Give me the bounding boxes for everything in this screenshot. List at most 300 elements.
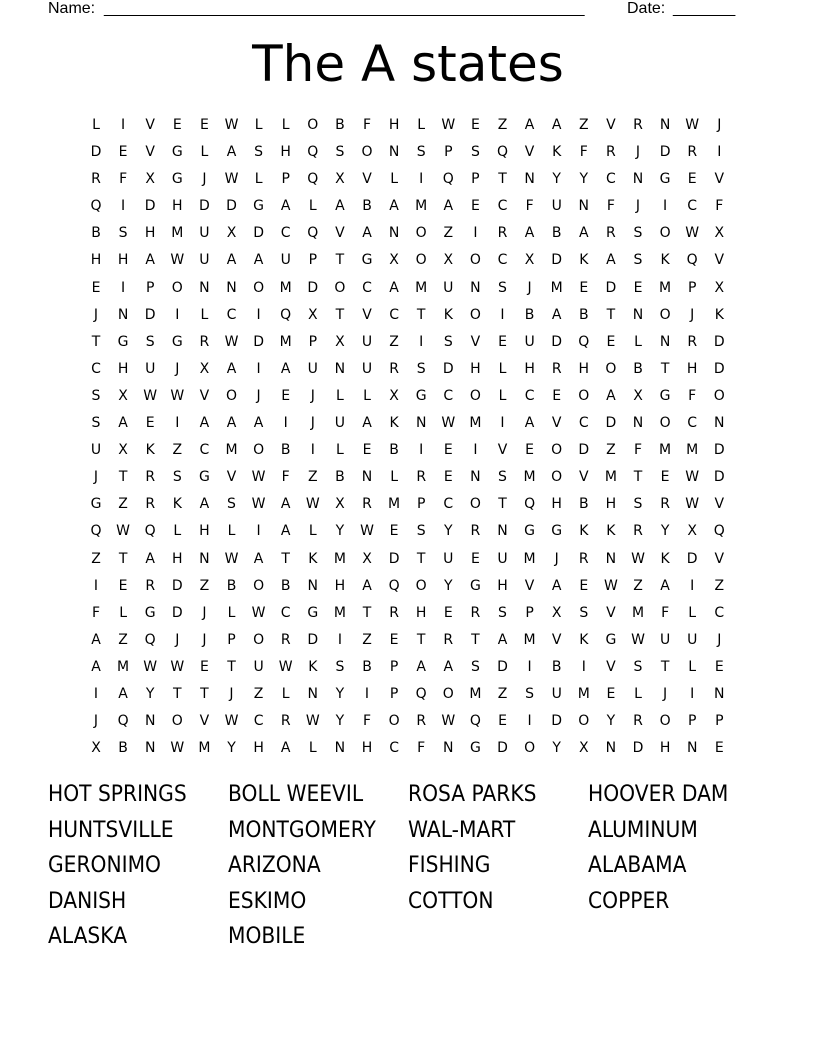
grid-letter: R <box>633 117 643 133</box>
grid-letter: N <box>361 469 373 486</box>
grid-letter: D <box>497 658 508 675</box>
grid-letter: A <box>226 252 237 269</box>
grid-letter: J <box>256 387 261 404</box>
grid-letter: O <box>469 252 481 269</box>
grid-letter: A <box>199 415 210 432</box>
grid-letter: Z <box>606 442 616 459</box>
grid-letter: F <box>688 387 697 404</box>
word-bank-item: HOT SPRINGS <box>48 782 187 807</box>
grid-letter: H <box>199 523 210 540</box>
grid-letter: M <box>469 415 482 432</box>
grid-letter: J <box>717 117 722 133</box>
grid-letter: V <box>524 144 535 161</box>
grid-row <box>82 437 742 464</box>
grid-letter: D <box>605 279 617 296</box>
grid-letter: Y <box>579 171 589 188</box>
grid-letter: U <box>687 631 698 648</box>
grid-letter: R <box>145 496 156 513</box>
grid-letter: N <box>117 306 129 323</box>
grid-letter: A <box>362 577 372 594</box>
grid-letter: L <box>335 387 344 404</box>
grid-letter: L <box>254 117 263 133</box>
grid-letter: H <box>524 360 535 377</box>
grid-letter: Z <box>497 117 508 133</box>
grid-letter: B <box>524 306 535 323</box>
grid-letter: J <box>175 360 180 377</box>
grid-letter: C <box>389 740 399 757</box>
grid-letter: N <box>226 279 237 296</box>
grid-letter: W <box>170 387 185 404</box>
grid-letter: O <box>659 415 671 432</box>
grid-letter: X <box>308 306 318 323</box>
grid-letter: V <box>579 469 589 486</box>
grid-letter: A <box>280 740 291 757</box>
grid-letter: H <box>117 360 129 377</box>
grid-letter: E <box>362 442 372 459</box>
grid-letter: W <box>441 415 456 432</box>
grid-letter: M <box>333 604 346 621</box>
grid-letter: O <box>415 252 427 269</box>
grid-letter: Z <box>362 631 372 648</box>
grid-letter: Z <box>497 685 508 702</box>
grid-letter: I <box>473 442 478 459</box>
grid-letter: Z <box>443 225 454 242</box>
grid-letter: Y <box>444 577 453 594</box>
grid-letter: E <box>606 685 616 702</box>
grid-letter: H <box>470 360 481 377</box>
grid-letter: L <box>200 144 209 161</box>
grid-letter: M <box>171 225 184 242</box>
grid-letter: R <box>145 469 156 486</box>
grid-letter: H <box>144 225 156 242</box>
grid-letter: F <box>661 604 670 621</box>
grid-letter: S <box>498 604 507 621</box>
grid-letter: Q <box>144 523 156 540</box>
grid-letter: O <box>307 117 319 133</box>
grid-letter: R <box>389 604 399 621</box>
grid-letter: M <box>333 550 346 567</box>
grid-letter: Y <box>335 685 345 702</box>
grid-letter: E <box>660 469 670 486</box>
grid-letter: O <box>524 740 536 757</box>
grid-letter: J <box>93 306 99 323</box>
grid-letter: E <box>91 279 101 296</box>
grid-letter: I <box>121 198 126 215</box>
grid-letter: W <box>278 658 293 675</box>
grid-letter: E <box>470 117 480 133</box>
grid-letter: L <box>390 469 398 486</box>
grid-letter: L <box>227 604 236 621</box>
grid-letter: X <box>524 252 535 269</box>
grid-letter: S <box>443 333 453 350</box>
grid-letter: I <box>419 442 424 459</box>
grid-letter: V <box>335 225 345 242</box>
grid-letter: D <box>199 198 210 215</box>
grid-letter: F <box>281 469 290 486</box>
grid-letter: I <box>310 442 315 459</box>
grid-letter: S <box>227 496 236 513</box>
grid-letter: Y <box>552 740 561 757</box>
grid-letter: O <box>551 469 563 486</box>
grid-letter: I <box>337 631 342 648</box>
grid-letter: A <box>362 225 372 242</box>
grid-row <box>82 275 742 302</box>
grid-letter: A <box>551 306 562 323</box>
grid-letter: V <box>606 117 616 133</box>
name-blank-line: ______________________________________________________ <box>104 0 585 17</box>
grid-letter: E <box>498 333 507 350</box>
grid-letter: I <box>690 577 695 594</box>
grid-letter: N <box>470 279 481 296</box>
grid-letter: T <box>281 550 290 567</box>
grid-letter: B <box>362 198 372 215</box>
grid-letter: V <box>497 442 508 459</box>
grid-letter: R <box>362 496 372 513</box>
grid-letter: O <box>253 577 265 594</box>
grid-letter: K <box>552 144 562 161</box>
grid-letter: Q <box>713 523 725 540</box>
grid-letter: S <box>335 144 345 161</box>
grid-letter: Z <box>199 577 210 594</box>
grid-letter: T <box>660 360 670 377</box>
grid-letter: X <box>687 523 697 540</box>
grid-row <box>82 139 742 166</box>
grid-letter: G <box>171 171 183 188</box>
grid-letter: E <box>199 658 209 675</box>
grid-letter: G <box>361 252 373 269</box>
grid-letter: S <box>118 225 128 242</box>
grid-letter: W <box>224 333 239 350</box>
word-bank-item: ALUMINUM <box>588 817 698 843</box>
grid-letter: X <box>633 387 643 404</box>
grid-letter: C <box>443 496 454 513</box>
word-bank-item: ROSA PARKS <box>408 782 537 807</box>
grid-letter: O <box>659 225 671 242</box>
grid-letter: D <box>307 631 319 648</box>
grid-letter: H <box>253 740 264 757</box>
grid-letter: X <box>389 252 399 269</box>
grid-letter: I <box>717 144 722 161</box>
grid-letter: W <box>224 171 239 188</box>
grid-letter: K <box>606 523 616 540</box>
grid-letter: A <box>524 225 535 242</box>
grid-letter: A <box>606 252 616 269</box>
grid-letter: J <box>93 713 99 730</box>
grid-letter: L <box>634 333 642 350</box>
grid-letter: M <box>198 740 211 757</box>
grid-letter: W <box>685 496 700 513</box>
grid-letter: A <box>118 415 128 432</box>
grid-letter: V <box>226 469 237 486</box>
grid-letter: T <box>498 171 507 188</box>
grid-letter: L <box>688 658 697 675</box>
grid-letter: T <box>416 550 426 567</box>
word-bank-item: COPPER <box>588 888 670 914</box>
grid-letter: Z <box>714 577 725 594</box>
grid-letter: N <box>443 740 454 757</box>
grid-letter: Q <box>90 523 102 540</box>
grid-letter: U <box>551 198 562 215</box>
grid-letter: N <box>334 740 346 757</box>
grid-letter: S <box>633 252 643 269</box>
grid-letter: A <box>551 117 562 133</box>
grid-letter: W <box>224 117 239 133</box>
grid-letter: A <box>145 550 155 567</box>
grid-letter: V <box>714 171 725 188</box>
grid-letter: E <box>714 658 724 675</box>
grid-letter: F <box>362 117 372 133</box>
grid-letter: G <box>171 144 183 161</box>
grid-letter: N <box>199 279 210 296</box>
grid-letter: A <box>443 198 454 215</box>
grid-letter: O <box>551 442 563 459</box>
grid-letter: S <box>633 225 643 242</box>
grid-letter: Z <box>633 577 643 594</box>
grid-letter: N <box>388 144 400 161</box>
grid-letter: U <box>659 631 671 648</box>
grid-letter: M <box>279 333 292 350</box>
grid-letter: B <box>91 225 101 242</box>
word-bank-item: ALABAMA <box>588 853 687 878</box>
grid-letter: P <box>281 171 290 188</box>
grid-letter: B <box>335 117 345 133</box>
grid-letter: Q <box>388 577 400 594</box>
grid-letter: K <box>714 306 724 323</box>
grid-letter: W <box>170 658 185 675</box>
grid-letter: A <box>199 496 210 513</box>
grid-letter: C <box>524 387 535 404</box>
grid-letter: C <box>497 198 508 215</box>
grid-letter: U <box>443 550 454 567</box>
grid-letter: R <box>660 496 670 513</box>
grid-letter: J <box>202 604 207 621</box>
grid-letter: H <box>686 360 698 377</box>
grid-letter: K <box>308 658 318 675</box>
grid-letter: O <box>225 387 238 404</box>
grid-letter: B <box>551 225 562 242</box>
grid-letter: B <box>578 496 589 513</box>
grid-letter: E <box>443 469 453 486</box>
grid-letter: B <box>335 469 345 486</box>
grid-letter: I <box>364 685 370 702</box>
grid-letter: X <box>579 740 589 757</box>
grid-letter: F <box>606 198 615 215</box>
grid-letter: P <box>145 279 155 296</box>
grid-letter: I <box>663 198 668 215</box>
grid-letter: M <box>225 442 238 459</box>
grid-letter: G <box>171 333 183 350</box>
grid-letter: T <box>200 685 209 702</box>
grid-letter: J <box>690 306 695 323</box>
grid-letter: Q <box>280 306 292 323</box>
grid-letter: O <box>388 713 400 730</box>
grid-letter: U <box>307 360 318 377</box>
grid-letter: B <box>226 577 237 594</box>
grid-letter: O <box>415 577 427 594</box>
grid-letter: U <box>90 442 102 459</box>
grid-letter: D <box>253 333 264 350</box>
word-search-grid <box>82 112 742 762</box>
grid-letter: O <box>469 387 481 404</box>
grid-letter: V <box>606 658 616 675</box>
grid-letter: A <box>551 577 562 594</box>
grid-letter: H <box>578 360 590 377</box>
grid-letter: D <box>90 144 102 161</box>
grid-letter: P <box>687 279 697 296</box>
grid-letter: N <box>632 415 644 432</box>
grid-letter: R <box>606 225 616 242</box>
grid-letter: W <box>170 740 185 757</box>
grid-letter: X <box>389 387 399 404</box>
grid-letter: D <box>144 306 156 323</box>
grid-letter: G <box>551 523 563 540</box>
grid-letter: W <box>251 604 266 621</box>
grid-letter: X <box>551 604 562 621</box>
grid-letter: X <box>335 496 345 513</box>
grid-letter: S <box>145 333 155 350</box>
grid-letter: Z <box>253 685 264 702</box>
grid-letter: R <box>145 577 156 594</box>
grid-letter: M <box>279 279 292 296</box>
grid-letter: T <box>173 685 182 702</box>
grid-letter: W <box>305 713 320 730</box>
word-bank-item: ARIZONA <box>228 853 321 878</box>
grid-letter: G <box>117 333 129 350</box>
grid-letter: Y <box>660 523 670 540</box>
grid-letter: I <box>419 333 424 350</box>
grid-letter: R <box>606 144 616 161</box>
grid-letter: G <box>144 604 156 621</box>
grid-letter: R <box>389 360 399 377</box>
grid-letter: W <box>631 550 645 567</box>
grid-letter: D <box>713 442 725 459</box>
grid-letter: I <box>93 685 99 702</box>
date-label: Date: <box>627 0 666 17</box>
grid-letter: I <box>256 306 261 323</box>
grid-letter: B <box>389 442 399 459</box>
grid-letter: B <box>280 577 291 594</box>
grid-letter: T <box>416 306 426 323</box>
grid-letter: D <box>307 279 319 296</box>
grid-letter: O <box>361 144 373 161</box>
grid-letter: R <box>687 144 698 161</box>
grid-letter: H <box>361 740 373 757</box>
grid-letter: A <box>524 415 535 432</box>
grid-letter: L <box>254 171 263 188</box>
grid-letter: X <box>226 225 237 242</box>
grid-letter: W <box>685 469 700 486</box>
grid-row <box>82 573 742 600</box>
grid-letter: A <box>443 658 454 675</box>
grid-letter: C <box>497 252 508 269</box>
grid-letter: I <box>93 577 99 594</box>
grid-letter: U <box>334 415 346 432</box>
grid-letter: H <box>172 198 183 215</box>
word-bank-item: WAL-MART <box>408 817 516 843</box>
word-bank-item: GERONIMO <box>48 853 161 878</box>
grid-letter: N <box>605 740 617 757</box>
grid-letter: V <box>145 144 155 161</box>
grid-letter: D <box>144 198 156 215</box>
grid-letter: W <box>116 523 131 540</box>
grid-letter: L <box>634 685 642 702</box>
grid-letter: V <box>362 306 372 323</box>
grid-letter: L <box>119 604 127 621</box>
grid-letter: X <box>145 171 155 188</box>
grid-letter: V <box>714 496 725 513</box>
grid-letter: E <box>118 577 128 594</box>
grid-letter: N <box>632 171 644 188</box>
grid-letter: W <box>685 117 700 133</box>
grid-letter: U <box>145 360 156 377</box>
grid-row <box>82 383 742 410</box>
grid-letter: O <box>578 387 590 404</box>
grid-letter: Z <box>389 333 399 350</box>
grid-row <box>82 735 742 762</box>
grid-letter: O <box>442 685 454 702</box>
grid-letter: D <box>632 740 644 757</box>
grid-letter: M <box>469 685 482 702</box>
grid-letter: H <box>172 550 183 567</box>
grid-letter: C <box>253 713 264 730</box>
grid-letter: L <box>92 117 100 133</box>
grid-letter: Q <box>117 713 129 730</box>
grid-letter: G <box>659 171 671 188</box>
grid-letter: R <box>416 713 427 730</box>
grid-letter: X <box>118 387 128 404</box>
grid-letter: D <box>551 333 563 350</box>
grid-letter: I <box>121 117 126 133</box>
grid-row <box>82 681 742 708</box>
grid-row <box>82 166 742 193</box>
grid-letter: F <box>91 604 101 621</box>
grid-letter: I <box>121 279 126 296</box>
grid-letter: L <box>688 604 697 621</box>
grid-letter: U <box>443 279 454 296</box>
grid-letter: N <box>415 415 427 432</box>
grid-letter: E <box>281 387 291 404</box>
grid-letter: H <box>415 604 427 621</box>
grid-letter: E <box>714 740 724 757</box>
grid-letter: E <box>145 415 155 432</box>
grid-letter: E <box>687 171 697 188</box>
grid-letter: W <box>224 550 239 567</box>
grid-letter: E <box>470 198 480 215</box>
grid-letter: C <box>91 360 101 377</box>
grid-letter: M <box>550 279 563 296</box>
grid-letter: E <box>443 604 453 621</box>
grid-letter: Q <box>496 144 509 161</box>
grid-letter: Y <box>227 740 236 757</box>
grid-letter: D <box>578 442 590 459</box>
grid-letter: W <box>143 658 158 675</box>
word-bank-item: ESKIMO <box>228 888 307 914</box>
grid-letter: M <box>604 469 617 486</box>
grid-letter: J <box>202 631 207 648</box>
grid-letter: O <box>415 225 427 242</box>
grid-letter: N <box>334 360 346 377</box>
grid-letter: P <box>227 631 236 648</box>
grid-letter: X <box>91 740 101 757</box>
grid-letter: P <box>308 333 318 350</box>
grid-letter: S <box>633 658 643 675</box>
grid-row <box>82 491 742 518</box>
grid-letter: S <box>579 604 589 621</box>
grid-letter: K <box>660 550 670 567</box>
grid-letter: P <box>444 144 453 161</box>
grid-letter: N <box>199 550 210 567</box>
grid-letter: A <box>253 415 264 432</box>
